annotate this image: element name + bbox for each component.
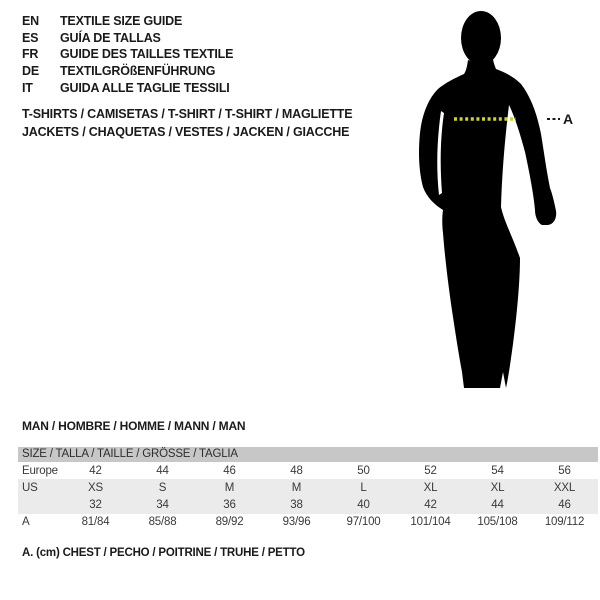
table-cell: XL [490, 481, 505, 494]
table-cell: 52 [424, 464, 437, 477]
language-code: ES [22, 30, 39, 45]
table-cell: 109/112 [544, 516, 585, 529]
row-label: Europe [22, 464, 58, 477]
table-cell: XXL [553, 481, 576, 494]
language-code: IT [22, 80, 33, 95]
table-cell: 101/104 [410, 516, 451, 529]
language-row-en [22, 13, 233, 30]
table-cell: 46 [223, 464, 236, 477]
table-row-europe [18, 462, 598, 479]
language-row-de [22, 63, 233, 80]
table-cell: 97/100 [346, 516, 381, 529]
table-cell: 44 [491, 498, 504, 511]
size-table [18, 447, 598, 531]
table-cell: 32 [89, 498, 102, 511]
table-cell: 48 [290, 464, 303, 477]
table-cell: L [360, 481, 367, 494]
table-cell: 38 [290, 498, 303, 511]
measurement-footnote: A. (cm) CHEST / PECHO / POITRINE / TRUHE / PETTO [22, 547, 305, 559]
language-code: FR [22, 47, 39, 62]
table-cell: XS [88, 481, 103, 494]
table-row-us [18, 479, 598, 496]
language-row-es [22, 30, 233, 47]
measure-label-a: A [563, 111, 574, 127]
garment-categories [22, 106, 352, 141]
table-cell: 81/84 [81, 516, 110, 529]
table-cell: 36 [223, 498, 236, 511]
table-cell: 54 [491, 464, 504, 477]
language-code: DE [22, 64, 39, 79]
table-cell: 89/92 [215, 516, 244, 529]
size-table-header: SIZE / TALLA / TAILLE / GRÖSSE / TAGLIA [18, 447, 598, 462]
table-cell: S [158, 481, 167, 494]
category-jackets: JACKETS / CHAQUETAS / VESTES / JACKEN / GIACCHE [22, 124, 350, 139]
table-cell: 42 [424, 498, 437, 511]
table-cell: 42 [89, 464, 102, 477]
section-title-man: MAN / HOMBRE / HOMME / MANN / MAN [22, 419, 246, 433]
language-list [22, 13, 233, 96]
head-shape [461, 11, 501, 65]
language-label: GUIDA ALLE TAGLIE TESSILI [60, 80, 230, 95]
table-cell: 85/88 [148, 516, 177, 529]
row-label: US [22, 481, 38, 494]
man-silhouette-figure [408, 6, 578, 396]
category-tshirts: T-SHIRTS / CAMISETAS / T-SHIRT / T-SHIRT / MAGLIETTE [22, 107, 353, 121]
language-label: GUIDE DES TAILLES TEXTILE [60, 47, 234, 62]
language-row-fr [22, 46, 233, 63]
table-cell: M [224, 481, 235, 494]
language-label: GUÍA DE TALLAS [60, 30, 161, 45]
table-cell: 105/108 [477, 516, 518, 529]
language-code: EN [22, 14, 39, 29]
table-cell: 46 [558, 498, 571, 511]
table-cell: 93/96 [282, 516, 311, 529]
body-shape [419, 58, 556, 388]
table-cell: M [291, 481, 302, 494]
language-label: TEXTILE SIZE GUIDE [60, 14, 183, 29]
man-silhouette-svg [408, 6, 578, 396]
table-cell: 50 [357, 464, 370, 477]
table-row-us-numeric [18, 496, 598, 513]
table-cell: XL [423, 481, 438, 494]
row-label: A [22, 516, 30, 529]
language-row-it [22, 79, 233, 96]
table-cell: 56 [558, 464, 571, 477]
table-cell: 40 [357, 498, 370, 511]
language-label: TEXTILGRÖßENFÜHRUNG [60, 64, 216, 79]
table-cell: 44 [156, 464, 169, 477]
table-row-chest-a [18, 514, 598, 531]
table-cell: 34 [156, 498, 169, 511]
